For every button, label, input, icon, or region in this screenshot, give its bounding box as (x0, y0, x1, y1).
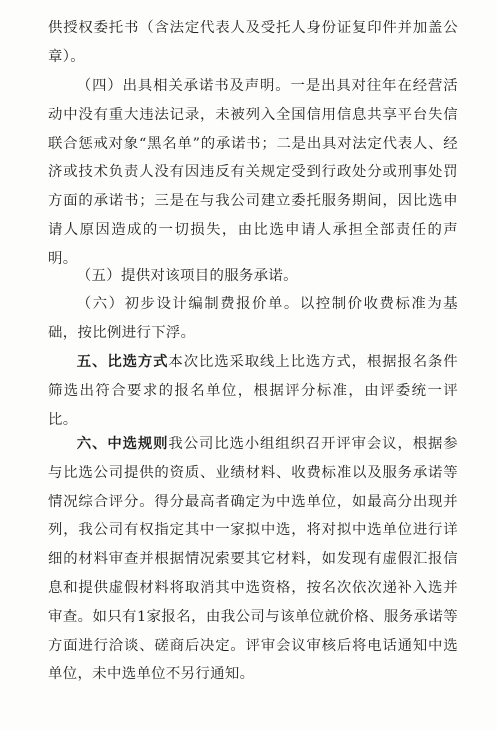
paragraph-item-6 (48, 290, 458, 348)
paragraph-item-5 (48, 262, 458, 291)
paragraph-text: 我公司比选小组组织召开评审会议，根据参与比选公司提供的资质、业绩材料、收费标准以及服务承诺等情况综合评分。得分最高者确定为中选单位，如最高分出现并列，我公司有权指定其中一家拟中选，将对拟中选单位进行详细的材料审查并根据情况索要其它材料，如发现有虚假汇报信息和提供虚假材料将取消其中选资格，按名次依次递补入选并审查。如只有1家报名，由我公司与该单位就价格、服务承诺等方面进行洽谈、磋商后决定。评审会议审核后将电话通知中选单位，未中选单位不另行通知。 (48, 436, 458, 683)
paragraph-continuation (48, 14, 458, 72)
paragraph-text: （六）初步设计编制费报价单。以控制价收费标准为基础，按比例进行下浮。 (48, 296, 458, 341)
section-selection-rules (48, 430, 458, 689)
paragraph-text: （五）提供对该项目的服务承诺。 (76, 268, 298, 284)
section-heading: 六、中选规则 (76, 435, 169, 452)
section-comparison-method (48, 348, 458, 434)
paragraph-text: （四）出具相关承诺书及声明。一是出具对往年在经营活动中没有重大违法记录，未被列入全国信用信息共享平台失信联合惩戒对象“黑名单”的承诺书；二是出具对法定代表人、经济或技术负责人没有因违反有关规定受到行政处分或刑事处罚方面的承诺书；三是在与我公司建立委托服务期间，因比选申请人原因造成的一切损失，由比选申请人承担全部责任的声明。 (48, 78, 458, 267)
section-heading: 五、比选方式 (76, 353, 169, 370)
paragraph-text: 本次比选采取线上比选方式，根据报名条件筛选出符合要求的报名单位，根据评分标准，由评委统一评比。 (48, 354, 458, 428)
paragraph-text: 供授权委托书（含法定代表人及受托人身份证复印件并加盖公章）。 (48, 20, 458, 65)
paragraph-item-4 (48, 72, 458, 274)
